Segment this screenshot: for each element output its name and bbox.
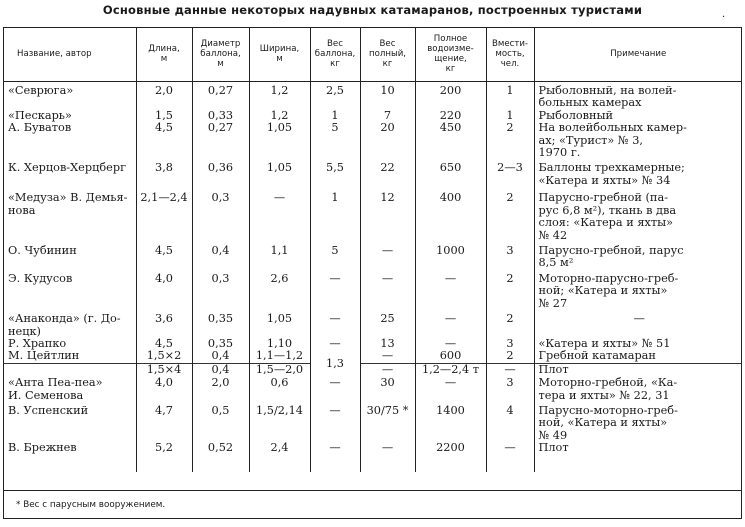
cell-full-weight: — — [360, 350, 415, 363]
cell-note: — — [534, 310, 742, 338]
cell-diameter: 0,35 — [192, 310, 249, 338]
cell-width: 2,6 — [249, 270, 310, 310]
cell-capacity: — — [486, 363, 534, 377]
cell-capacity: 3 — [486, 338, 534, 350]
cell-full-weight: 30/75 * — [360, 402, 415, 442]
cell-full-weight: 10 — [360, 82, 415, 110]
header-diameter: Диаметр баллона, м — [192, 27, 249, 82]
cell-width: 1,05 — [249, 122, 310, 159]
cell-width: 2,4 — [249, 442, 310, 472]
cell-name: В. Успенский — [8, 404, 89, 418]
cell-diameter: 0,4 — [192, 363, 249, 377]
cell-displacement: 200 — [415, 82, 486, 110]
cell-full-weight: 22 — [360, 159, 415, 189]
cell-length: 4,0 — [136, 270, 192, 310]
cell-length: 4,7 — [136, 402, 192, 442]
header-full-weight: Вес полный, кг — [360, 27, 415, 82]
cell-name: «Анаконда» (г. До- нецк) — [8, 312, 121, 338]
cell-capacity: 3 — [486, 242, 534, 270]
cell-name: В. Брежнев — [8, 441, 77, 455]
cell-displacement: 1000 — [415, 242, 486, 270]
cell-full-weight: 13 — [360, 338, 415, 350]
header-cyl-weight: Вес баллона, кг — [310, 27, 360, 82]
cell-displacement: 450 — [415, 122, 486, 159]
table-title: Основные данные некоторых надувных катамаранов, построенных туристами — [102, 3, 643, 17]
cell-length: 5,2 — [136, 442, 192, 472]
cell-width: 1,05 — [249, 159, 310, 189]
table-frame — [3, 27, 742, 519]
cell-cyl-weight: — — [310, 338, 360, 350]
cell-length: 1,5 — [136, 110, 192, 122]
cell-capacity: 4 — [486, 402, 534, 442]
cell-capacity: 2 — [486, 122, 534, 159]
cell-displacement: — — [415, 310, 486, 338]
cell-capacity: 2—3 — [486, 159, 534, 189]
footnote: * Вес с парусным вооружением. — [16, 500, 166, 510]
cell-note: Рыболовный, на волей- больных камерах — [534, 82, 742, 110]
cell-name: А. Буватов — [8, 121, 72, 135]
cell-cyl-weight: 5 — [310, 242, 360, 270]
cell-full-weight: 12 — [360, 189, 415, 242]
cell-cyl-weight: 5,5 — [310, 159, 360, 189]
cell-name: «Анта Пеа-пеа» И. Семенова — [8, 376, 103, 402]
cell-capacity: — — [486, 442, 534, 472]
cell-width: 1,5—2,0 — [249, 363, 310, 377]
header-length: Длина, м — [136, 27, 192, 82]
footnote-divider — [3, 490, 742, 491]
cell-capacity: 2 — [486, 310, 534, 338]
cell-length: 3,8 — [136, 159, 192, 189]
cell-name: «Пескарь» — [8, 108, 72, 122]
cell-name: О. Чубинин — [8, 244, 77, 258]
cell-diameter: 0,36 — [192, 159, 249, 189]
cell-note: Рыболовный — [534, 110, 742, 122]
cell-capacity: 1 — [486, 110, 534, 122]
cell-width: 1,05 — [249, 310, 310, 338]
cell-capacity: 2 — [486, 270, 534, 310]
cell-name: К. Херцов-Херцберг — [8, 161, 126, 175]
cell-displacement: — — [415, 377, 486, 402]
header-name: Название, автор — [3, 27, 136, 82]
cell-displacement: 650 — [415, 159, 486, 189]
cell-length: 2,1—2,4 — [136, 189, 192, 242]
cell-capacity: 3 — [486, 377, 534, 402]
cell-width: — — [249, 189, 310, 242]
cell-diameter: 0,35 — [192, 338, 249, 350]
cell-cyl-weight: — — [310, 270, 360, 310]
cell-name: «Севрюга» — [8, 84, 74, 97]
cell-length: 4,5 — [136, 122, 192, 159]
cell-length: 4,5 — [136, 338, 192, 350]
cell-full-weight: — — [360, 442, 415, 472]
header-width: Ширина, м — [249, 27, 310, 82]
cell-diameter: 0,27 — [192, 122, 249, 159]
cell-note: Плот — [534, 363, 742, 377]
cell-note: Моторно-гребной, «Ка- тера и яхты» № 22, 31 — [534, 377, 742, 402]
cell-cyl-weight: 2,5 — [310, 82, 360, 110]
cell-diameter: 0,33 — [192, 110, 249, 122]
cell-capacity: 1 — [486, 82, 534, 110]
cell-displacement: — — [415, 338, 486, 350]
header-note: Примечание — [534, 27, 742, 82]
header-capacity: Вмести- мость, чел. — [486, 27, 534, 82]
cell-width: 1,2 — [249, 110, 310, 122]
print-mark: · — [722, 12, 726, 23]
cell-displacement: — — [415, 270, 486, 310]
cell-diameter: 0,27 — [192, 82, 249, 110]
cell-diameter: 0,4 — [192, 350, 249, 363]
cell-name: М. Цейтлин — [8, 349, 80, 363]
cell-width: 1,1 — [249, 242, 310, 270]
cell-length: 3,6 — [136, 310, 192, 338]
cell-displacement: 600 — [415, 350, 486, 363]
cell-full-weight: 20 — [360, 122, 415, 159]
cell-length: 4,0 — [136, 377, 192, 402]
cell-full-weight: — — [360, 270, 415, 310]
cell-diameter: 0,3 — [192, 189, 249, 242]
cell-displacement: 220 — [415, 110, 486, 122]
cell-cyl-weight: 1,3 — [310, 350, 360, 377]
cell-note: Моторно-парусно-греб- ной; «Катера и яхты» № 27 — [534, 270, 742, 310]
cell-diameter: 2,0 — [192, 377, 249, 402]
cell-note: «Катера и яхты» № 51 — [534, 338, 742, 350]
cell-name: Р. Храпко — [8, 336, 67, 350]
cell-cyl-weight: 1 — [310, 110, 360, 122]
cell-note: Плот — [534, 442, 742, 472]
cell-cyl-weight: — — [310, 310, 360, 338]
cell-displacement: 1400 — [415, 402, 486, 442]
cell-name: Э. Кудусов — [8, 271, 73, 285]
cell-note: Парусно-моторно-греб- ной, «Катера и яхты» № 49 — [534, 402, 742, 442]
cell-capacity: 2 — [486, 189, 534, 242]
cell-full-weight: — — [360, 242, 415, 270]
cell-full-weight: 30 — [360, 377, 415, 402]
header-displacement: Полное водоизме- щение, кг — [415, 27, 486, 82]
cell-cyl-weight: 1 — [310, 189, 360, 242]
cell-width: 1,2 — [249, 82, 310, 110]
cell-diameter: 0,52 — [192, 442, 249, 472]
cell-cyl-weight: — — [310, 377, 360, 402]
cell-length: 1,5×2 — [136, 350, 192, 363]
cell-note: На волейбольных камер- ах; «Турист» № 3, 1970 г. — [534, 122, 742, 159]
cell-note: Парусно-гребной, парус 8,5 м² — [534, 242, 742, 270]
cell-note: Парусно-гребной (па- рус 6,8 м²), ткань в два слоя: «Катера и яхты» № 42 — [534, 189, 742, 242]
cell-full-weight: 25 — [360, 310, 415, 338]
cell-capacity: 2 — [486, 350, 534, 363]
cell-width: 1,1—1,2 — [249, 350, 310, 363]
cell-width: 1,5/2,14 — [249, 402, 310, 442]
cell-note: Гребной катамаран — [534, 350, 742, 363]
cell-length: 4,5 — [136, 242, 192, 270]
cell-width: 1,10 — [249, 338, 310, 350]
cell-note: Баллоны трехкамерные; «Катера и яхты» № 34 — [534, 159, 742, 189]
cell-diameter: 0,4 — [192, 242, 249, 270]
cell-displacement: 400 — [415, 189, 486, 242]
cell-diameter: 0,5 — [192, 402, 249, 442]
cell-cyl-weight: — — [310, 442, 360, 472]
cell-displacement: 1,2—2,4 т — [415, 363, 486, 377]
cell-name: «Медуза» В. Демья- нова — [8, 191, 128, 217]
cell-cyl-weight: 5 — [310, 122, 360, 159]
cell-cyl-weight: — — [310, 402, 360, 442]
cell-full-weight: — — [360, 363, 415, 377]
cell-length: 1,5×4 — [136, 363, 192, 377]
cell-displacement: 2200 — [415, 442, 486, 472]
cell-length: 2,0 — [136, 82, 192, 110]
cell-width: 0,6 — [249, 377, 310, 402]
cell-diameter: 0,3 — [192, 270, 249, 310]
cell-full-weight: 7 — [360, 110, 415, 122]
